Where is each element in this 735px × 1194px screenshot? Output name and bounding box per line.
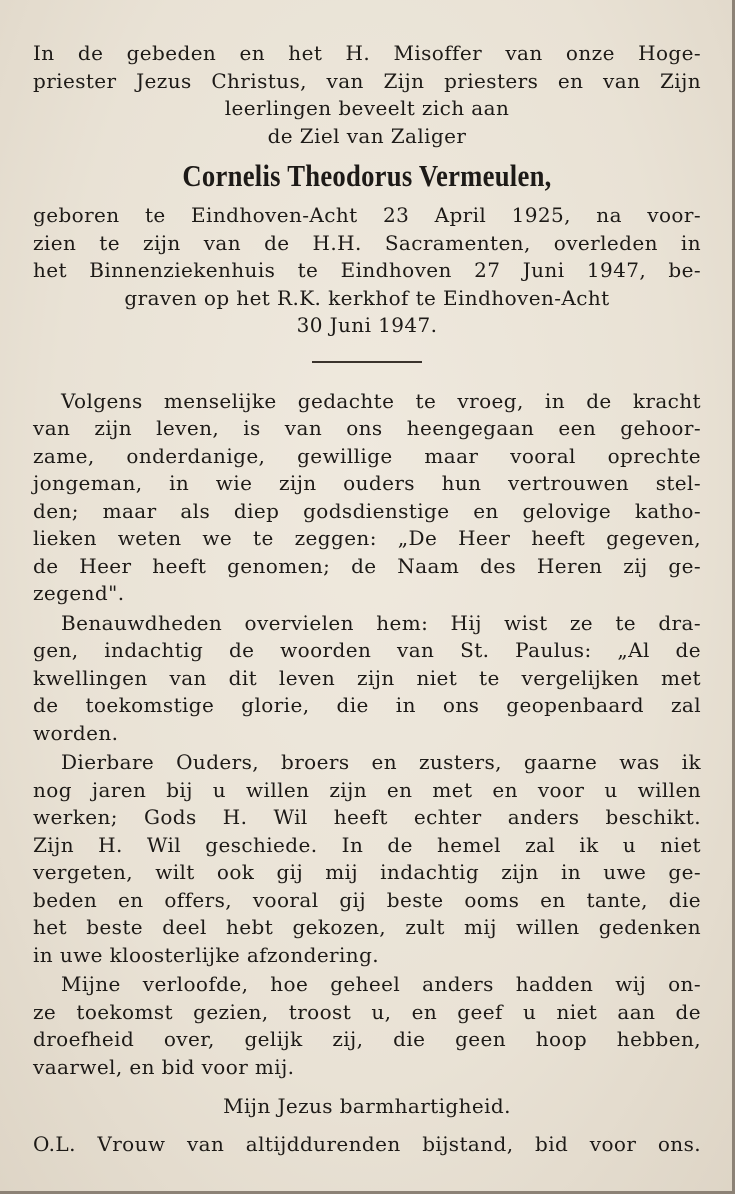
paragraph-line: beden en offers, vooral gij beste ooms en tante, die bbox=[33, 887, 701, 912]
biography-line: het Binnenziekenhuis te Eindhoven 27 Juni 1947, be- bbox=[33, 258, 701, 282]
paragraph-line: Volgens menselijke gedachte te vroeg, in de kracht bbox=[61, 388, 701, 413]
closing-prayer: O.L. Vrouw van altijddurenden bijstand, bid voor ons. bbox=[33, 1131, 701, 1156]
paragraph-line: Dierbare Ouders, broers en zusters, gaarne was ik bbox=[61, 750, 701, 774]
intro-line: de Ziel van Zaliger bbox=[267, 123, 467, 148]
paragraph-line: Benauwdheden overvielen hem: Hij wist ze te dra- bbox=[61, 610, 701, 635]
paragraph-line: ze toekomst gezien, troost u, en geef u niet aan de bbox=[33, 999, 701, 1024]
paragraph-4 bbox=[33, 971, 701, 1081]
paragraph-line: het beste deel hebt gekozen, zult mij willen gedenken bbox=[33, 915, 701, 939]
paragraph-line: nog jaren bij u willen zijn en met en voor u willen bbox=[33, 777, 701, 802]
paragraph-line: werken; Gods H. Wil heeft echter anders beschikt. bbox=[33, 805, 701, 829]
divider-rule bbox=[312, 361, 422, 363]
paragraph-line: Mijne verloofde, hoe geheel anders hadden wij on- bbox=[61, 972, 701, 996]
paragraph-line: Zijn H. Wil geschiede. In de hemel zal ik u niet bbox=[33, 832, 701, 857]
paragraph-line: gen, indachtig de woorden van St. Paulus: „Al de bbox=[33, 638, 701, 662]
paragraph-1 bbox=[33, 388, 701, 608]
paragraph-line: van zijn leven, is van ons heengegaan een gehoor- bbox=[33, 416, 701, 440]
deceased-name: Cornelis Theodorus Vermeulen, bbox=[182, 158, 552, 193]
paragraph-line: vergeten, wilt ook gij mij indachtig zijn in uwe ge- bbox=[33, 860, 701, 884]
paragraph-line: in uwe kloosterlijke afzondering. bbox=[33, 942, 380, 967]
paragraph-line: kwellingen van dit leven zijn niet te vergelijken met bbox=[33, 665, 701, 690]
paragraph-line: den; maar als diep godsdienstige en gelovige katho- bbox=[33, 498, 701, 523]
intro-text bbox=[33, 40, 701, 150]
paragraph-line: droefheid over, gelijk zij, die geen hoop hebben, bbox=[33, 1027, 701, 1051]
paragraph-line: worden. bbox=[33, 720, 119, 745]
biography-line: 30 Juni 1947. bbox=[296, 313, 438, 337]
paragraph-line: zame, onderdanige, gewillige maar vooral oprechte bbox=[33, 443, 701, 468]
paragraph-line: de Heer heeft genomen; de Naam des Heren zij ge- bbox=[33, 553, 701, 578]
paragraph-line: vaarwel, en bid voor mij. bbox=[33, 1054, 295, 1079]
card-content bbox=[33, 40, 701, 1158]
biography-line: zien te zijn van de H.H. Sacramenten, overleden in bbox=[33, 230, 701, 255]
intro-line: priester Jezus Christus, van Zijn priesters en van Zijn bbox=[33, 68, 701, 93]
intro-line: In de gebeden en het H. Misoffer van onze Hoge- bbox=[33, 41, 701, 65]
paragraph-line: de toekomstige glorie, die in ons geopenbaard zal bbox=[33, 693, 701, 717]
paragraph-line: jongeman, in wie zijn ouders hun vertrouwen stel- bbox=[33, 471, 701, 495]
biography-line: geboren te Eindhoven-Acht 23 April 1925, na voor- bbox=[33, 203, 701, 227]
paragraph-3 bbox=[33, 749, 701, 969]
paragraph-line: zegend". bbox=[33, 581, 125, 605]
paragraph-line: lieken weten we te zeggen: „De Heer heeft gegeven, bbox=[33, 526, 701, 550]
closing-invocation: Mijn Jezus barmhartigheid. bbox=[223, 1094, 511, 1118]
intro-line: leerlingen beveelt zich aan bbox=[224, 96, 510, 120]
paragraph-2 bbox=[33, 610, 701, 748]
biography-line: graven op het R.K. kerkhof te Eindhoven-Acht bbox=[124, 285, 610, 310]
biography-text bbox=[33, 202, 701, 340]
